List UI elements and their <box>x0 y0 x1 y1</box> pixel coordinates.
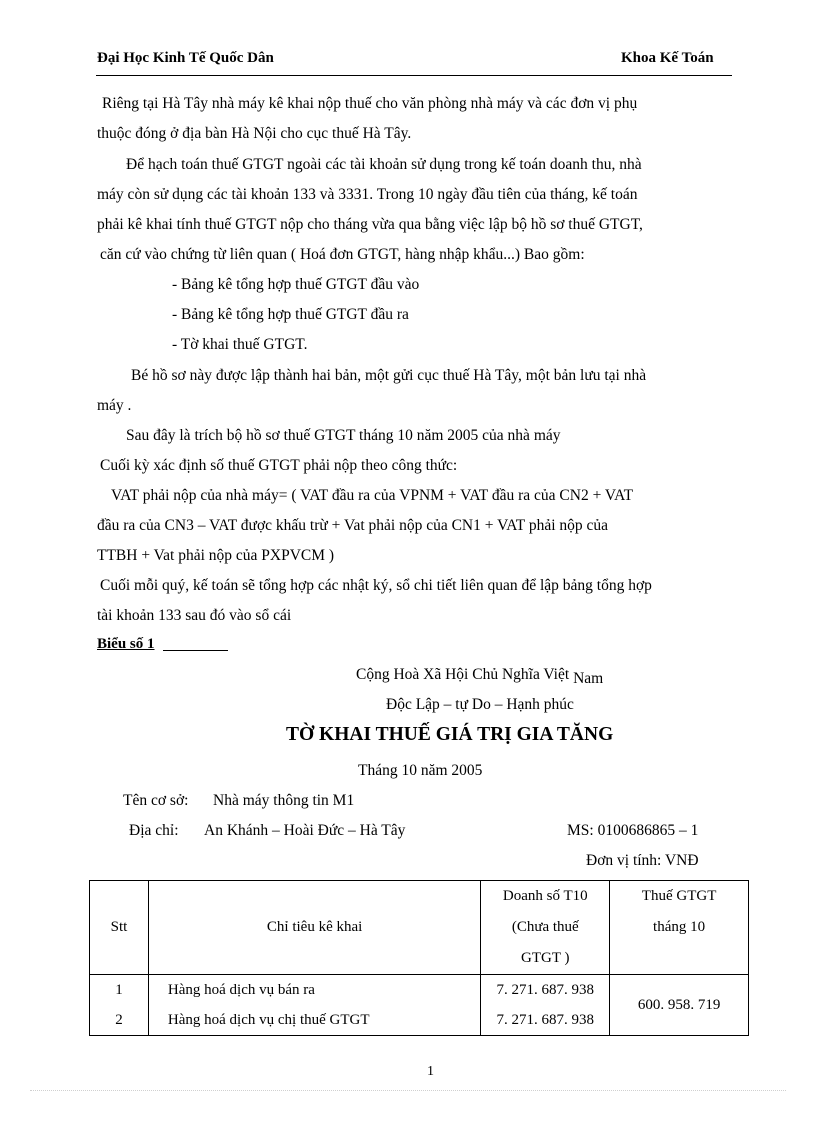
header-thue-line: tháng 10 <box>653 919 706 935</box>
chitieu-value: Hàng hoá dịch vụ chị thuế GTGT <box>167 1012 370 1028</box>
company-name-value: Nhà máy thông tin M1 <box>213 792 355 809</box>
table-header-row <box>90 881 749 975</box>
header-thue-line: Thuế GTGT <box>641 888 717 904</box>
paragraph-line: căn cứ vào chứng từ liên quan ( Hoá đơn GTGT, hàng nhập khẩu...) Bao gồm: <box>100 246 585 263</box>
form-number: Biểu số 1 <box>97 636 155 652</box>
address-label: Địa chỉ: <box>129 822 179 839</box>
paragraph-line: Để hạch toán thuế GTGT ngoài các tài khoản sử dụng trong kế toán doanh thu, nhà <box>126 156 642 173</box>
header-thue <box>610 881 749 975</box>
paragraph-line: máy . <box>97 397 132 414</box>
list-item: - Tờ khai thuế GTGT. <box>172 336 308 353</box>
cell-doanhso <box>481 975 610 1036</box>
form-period: Tháng 10 năm 2005 <box>358 762 483 779</box>
form-number-underline <box>163 650 228 651</box>
cell-stt <box>90 975 149 1036</box>
header-doanhso-line: Doanh số T10 <box>502 888 588 904</box>
list-item: - Bảng kê tổng hợp thuế GTGT đầu vào <box>172 276 420 293</box>
tax-code: MS: 0100686865 – 1 <box>567 822 699 839</box>
tax-declaration-table <box>89 880 749 1036</box>
doanhso-value: 7. 271. 687. 938 <box>496 982 595 998</box>
header-chitieu: Chỉ tiêu kê khai <box>148 881 480 975</box>
formula-line: VAT phải nộp của nhà máy= ( VAT đầu ra của VPNM + VAT đầu ra của CN2 + VAT <box>111 487 634 504</box>
header-doanhso <box>481 881 610 975</box>
cell-chitieu <box>148 975 480 1036</box>
stt-value: 1 <box>115 982 123 998</box>
paragraph-line: Sau đây là trích bộ hồ sơ thuế GTGT tháng 10 năm 2005 của nhà máy <box>126 427 561 444</box>
currency-unit: Đơn vị tính: VNĐ <box>586 852 699 869</box>
thue-value: 600. 958. 719 <box>637 996 721 1013</box>
stt-value: 2 <box>115 1012 123 1028</box>
doanhso-value: 7. 271. 687. 938 <box>496 1012 595 1028</box>
header-doanhso-line: GTGT ) <box>521 950 570 966</box>
header-doanhso-line: (Chưa thuế <box>511 919 579 935</box>
paragraph-line: thuộc đóng ở địa bàn Hà Nội cho cục thuế Hà Tây. <box>97 125 412 142</box>
paragraph-line: Cuối mỗi quý, kế toán sẽ tổng hợp các nhật ký, sổ chi tiết liên quan để lập bảng tổng hợp <box>100 577 652 594</box>
nation-name-part: Cộng Hoà Xã Hội Chủ Nghĩa Việt <box>356 666 570 683</box>
motto: Độc Lập – tự Do – Hạnh phúc <box>386 696 574 713</box>
header-university: Đại Học Kinh Tế Quốc Dân <box>97 50 274 66</box>
address-value: An Khánh – Hoài Đức – Hà Tây <box>204 822 406 839</box>
paragraph-line: Bé hồ sơ này được lập thành hai bản, một gửi cục thuế Hà Tây, một bản lưu tại nhà <box>131 367 647 384</box>
header-divider <box>96 75 732 76</box>
paragraph-line: Cuối kỳ xác định số thuế GTGT phải nộp theo công thức: <box>100 457 458 474</box>
formula-line: đầu ra của CN3 – VAT được khấu trừ + Vat phải nộp của CN1 + VAT phải nộp của <box>97 517 609 534</box>
paragraph-line: phải kê khai tính thuế GTGT nộp cho tháng vừa qua bằng việc lập bộ hồ sơ thuế GTGT, <box>97 216 643 233</box>
form-title: TỜ KHAI THUẾ GIÁ TRỊ GIA TĂNG <box>286 724 614 745</box>
header-stt: Stt <box>90 881 149 975</box>
chitieu-value: Hàng hoá dịch vụ bán ra <box>167 982 315 998</box>
paragraph-line: tài khoản 133 sau đó vào sổ cái <box>97 607 292 624</box>
page-bottom-divider <box>30 1090 786 1091</box>
nation-name-part: Nam <box>573 670 604 687</box>
nation-name <box>356 665 603 685</box>
formula-line: TTBH + Vat phải nộp của PXPVCM ) <box>97 547 335 564</box>
paragraph-line: Riêng tại Hà Tây nhà máy kê khai nộp thuế cho văn phòng nhà máy và các đơn vị phụ <box>102 95 638 112</box>
table-row <box>90 975 749 1036</box>
header-faculty: Khoa Kế Toán <box>621 50 714 66</box>
paragraph-line: máy còn sử dụng các tài khoản 133 và 3331. Trong 10 ngày đầu tiên của tháng, kế toán <box>97 186 638 203</box>
list-item: - Bảng kê tổng hợp thuế GTGT đầu ra <box>172 306 409 323</box>
company-name-label: Tên cơ sở: <box>123 792 189 809</box>
cell-thue <box>610 975 749 1036</box>
page-number: 1 <box>427 1064 434 1079</box>
